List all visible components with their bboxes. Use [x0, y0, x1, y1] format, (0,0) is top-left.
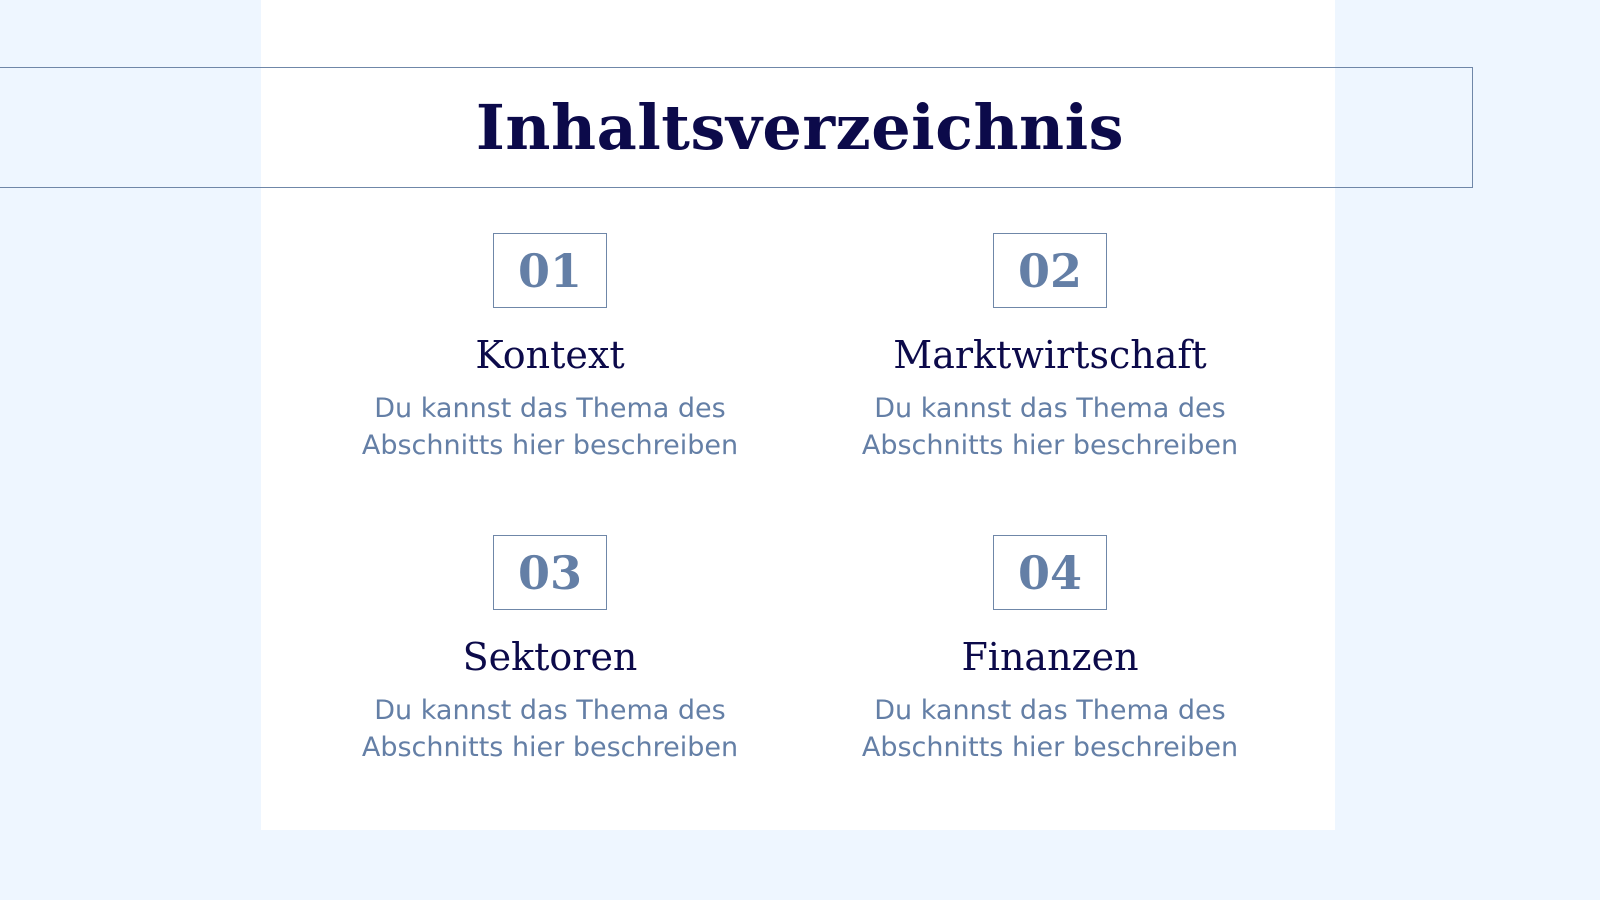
section-title: Kontext — [475, 333, 625, 377]
section-number: 02 — [993, 233, 1107, 308]
toc-item-2 — [820, 233, 1280, 464]
section-title: Finanzen — [961, 635, 1139, 679]
description-line: Abschnitts hier beschreiben — [861, 430, 1239, 461]
section-title: Sektoren — [462, 635, 638, 679]
section-number: 04 — [993, 535, 1107, 610]
toc-item-4 — [820, 535, 1280, 766]
description-line: Du kannst das Thema des — [874, 695, 1226, 726]
description-line: Du kannst das Thema des — [374, 695, 726, 726]
description-line: Abschnitts hier beschreiben — [861, 732, 1239, 763]
section-number: 01 — [493, 233, 607, 308]
section-description — [320, 390, 780, 464]
section-description — [320, 692, 780, 766]
section-description — [820, 390, 1280, 464]
toc-item-1 — [320, 233, 780, 464]
description-line: Du kannst das Thema des — [374, 393, 726, 424]
section-number: 03 — [493, 535, 607, 610]
description-line: Abschnitts hier beschreiben — [361, 430, 739, 461]
section-description — [820, 692, 1280, 766]
page-title: Inhaltsverzeichnis — [475, 91, 1125, 164]
description-line: Du kannst das Thema des — [874, 393, 1226, 424]
description-line: Abschnitts hier beschreiben — [361, 732, 739, 763]
toc-item-3 — [320, 535, 780, 766]
section-title: Marktwirtschaft — [893, 333, 1207, 377]
